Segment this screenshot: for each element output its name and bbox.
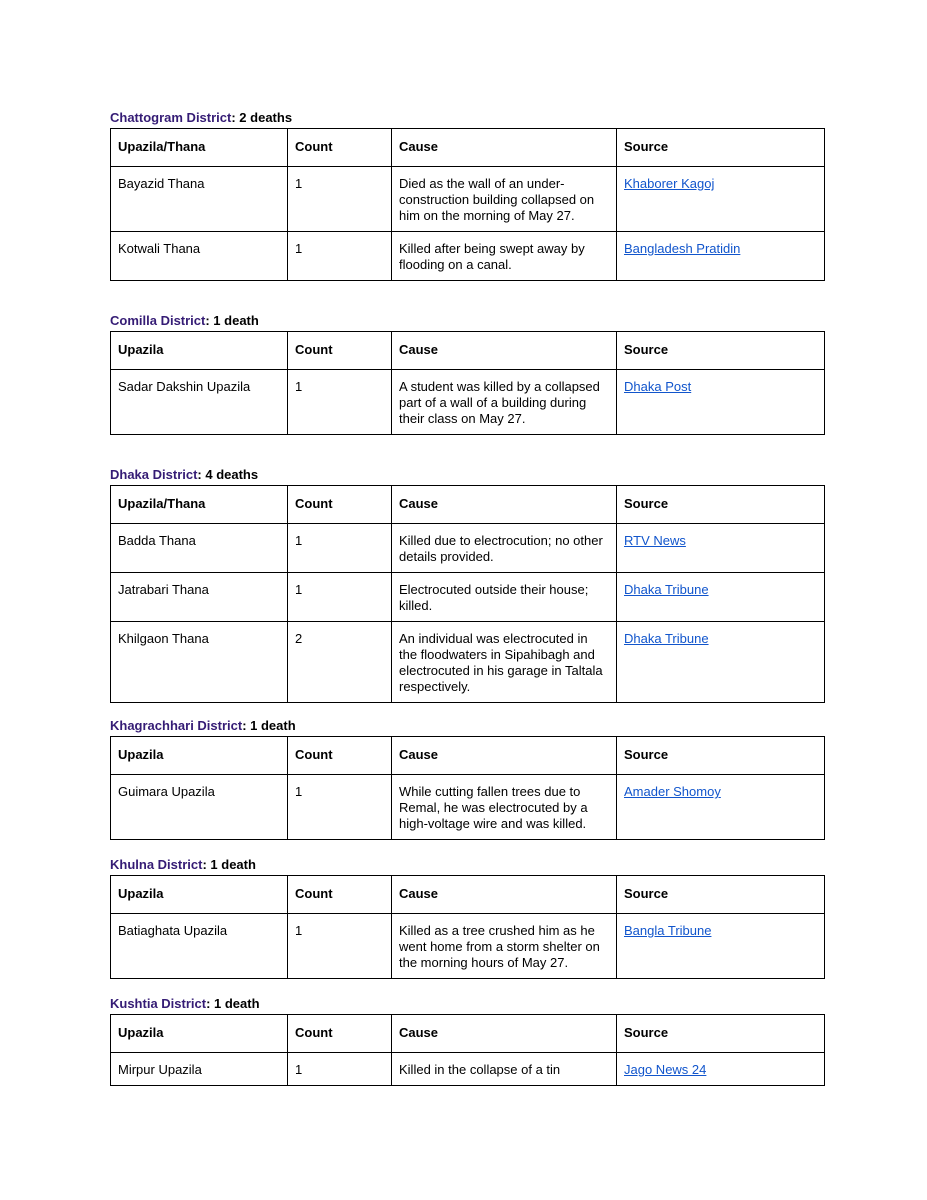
table-row (111, 524, 825, 573)
column-header: Count (288, 332, 392, 370)
area-cell: Bayazid Thana (111, 167, 288, 232)
column-header: Source (617, 332, 825, 370)
source-link[interactable]: Jago News 24 (624, 1062, 707, 1077)
cause-cell: A student was killed by a collapsed part of a wall of a building during their class on May 27. (392, 370, 617, 435)
table-row (111, 622, 825, 703)
district-name: Kushtia District (110, 996, 207, 1011)
source-cell (617, 914, 825, 979)
source-link[interactable]: Dhaka Tribune (624, 582, 709, 597)
area-cell: Batiaghata Upazila (111, 914, 288, 979)
district-section (110, 312, 824, 435)
district-heading (110, 717, 824, 734)
count-cell: 1 (288, 167, 392, 232)
count-cell: 1 (288, 914, 392, 979)
cause-cell: Killed as a tree crushed him as he went home from a storm shelter on the morning hours of May 27. (392, 914, 617, 979)
source-cell (617, 370, 825, 435)
column-header: Source (617, 1015, 825, 1053)
deaths-table (110, 1014, 825, 1086)
district-section (110, 856, 824, 979)
source-cell (617, 775, 825, 840)
deaths-table (110, 485, 825, 703)
column-header: Source (617, 129, 825, 167)
count-cell: 1 (288, 524, 392, 573)
death-tally: : 4 deaths (197, 467, 259, 482)
count-cell: 1 (288, 232, 392, 281)
deaths-table (110, 875, 825, 979)
district-heading (110, 466, 824, 483)
table-header-row (111, 1015, 825, 1053)
table-row (111, 232, 825, 281)
table-row (111, 1053, 825, 1086)
cause-cell: An individual was electrocuted in the floodwaters in Sipahibagh and electrocuted in his garage in Taltala respectively. (392, 622, 617, 703)
column-header: Cause (392, 486, 617, 524)
table-header-row (111, 737, 825, 775)
area-cell: Mirpur Upazila (111, 1053, 288, 1086)
source-link[interactable]: Khaborer Kagoj (624, 176, 715, 191)
count-cell: 1 (288, 775, 392, 840)
table-row (111, 573, 825, 622)
source-link[interactable]: Dhaka Tribune (624, 631, 709, 646)
column-header: Cause (392, 1015, 617, 1053)
column-header: Count (288, 1015, 392, 1053)
column-header: Upazila (111, 1015, 288, 1053)
column-header: Count (288, 486, 392, 524)
column-header: Cause (392, 332, 617, 370)
source-cell (617, 167, 825, 232)
column-header: Source (617, 737, 825, 775)
district-heading (110, 109, 824, 126)
count-cell: 2 (288, 622, 392, 703)
source-cell (617, 232, 825, 281)
column-header: Upazila (111, 332, 288, 370)
area-cell: Sadar Dakshin Upazila (111, 370, 288, 435)
source-cell (617, 573, 825, 622)
deaths-table (110, 128, 825, 281)
district-section (110, 466, 824, 703)
column-header: Count (288, 876, 392, 914)
column-header: Count (288, 737, 392, 775)
cause-cell: Killed after being swept away by flooding on a canal. (392, 232, 617, 281)
district-name: Dhaka District (110, 467, 198, 482)
source-cell (617, 1053, 825, 1086)
area-cell: Jatrabari Thana (111, 573, 288, 622)
column-header: Count (288, 129, 392, 167)
cause-cell: Electrocuted outside their house; killed. (392, 573, 617, 622)
district-section (110, 717, 824, 840)
column-header: Upazila (111, 876, 288, 914)
death-tally: : 1 death (205, 313, 259, 328)
district-heading (110, 995, 824, 1012)
table-header-row (111, 332, 825, 370)
table-row (111, 167, 825, 232)
district-name: Chattogram District (110, 110, 232, 125)
district-name: Khagrachhari District (110, 718, 243, 733)
count-cell: 1 (288, 1053, 392, 1086)
cause-cell: While cutting fallen trees due to Remal, he was electrocuted by a high-voltage wire and was killed. (392, 775, 617, 840)
area-cell: Badda Thana (111, 524, 288, 573)
column-header: Upazila/Thana (111, 129, 288, 167)
table-header-row (111, 129, 825, 167)
source-link[interactable]: Bangladesh Pratidin (624, 241, 741, 256)
table-row (111, 775, 825, 840)
deaths-table (110, 736, 825, 840)
source-link[interactable]: RTV News (624, 533, 686, 548)
cause-cell: Killed in the collapse of a tin (392, 1053, 617, 1086)
count-cell: 1 (288, 573, 392, 622)
column-header: Cause (392, 737, 617, 775)
source-link[interactable]: Bangla Tribune (624, 923, 712, 938)
cause-cell: Died as the wall of an under-construction building collapsed on him on the morning of May 27. (392, 167, 617, 232)
cause-cell: Killed due to electrocution; no other details provided. (392, 524, 617, 573)
table-header-row (111, 876, 825, 914)
district-heading (110, 312, 824, 329)
source-cell (617, 622, 825, 703)
source-link[interactable]: Dhaka Post (624, 379, 692, 394)
column-header: Upazila/Thana (111, 486, 288, 524)
death-tally: : 1 death (242, 718, 296, 733)
death-tally: : 2 deaths (231, 110, 293, 125)
table-row (111, 370, 825, 435)
column-header: Upazila (111, 737, 288, 775)
table-header-row (111, 486, 825, 524)
count-cell: 1 (288, 370, 392, 435)
district-section (110, 109, 824, 281)
area-cell: Khilgaon Thana (111, 622, 288, 703)
area-cell: Kotwali Thana (111, 232, 288, 281)
column-header: Cause (392, 129, 617, 167)
deaths-table (110, 331, 825, 435)
district-section (110, 995, 824, 1086)
source-cell (617, 524, 825, 573)
source-link[interactable]: Amader Shomoy (624, 784, 721, 799)
district-name: Khulna District (110, 857, 203, 872)
district-name: Comilla District (110, 313, 206, 328)
column-header: Source (617, 876, 825, 914)
column-header: Cause (392, 876, 617, 914)
table-row (111, 914, 825, 979)
column-header: Source (617, 486, 825, 524)
area-cell: Guimara Upazila (111, 775, 288, 840)
death-tally: : 1 death (206, 996, 260, 1011)
district-heading (110, 856, 824, 873)
death-tally: : 1 death (202, 857, 256, 872)
